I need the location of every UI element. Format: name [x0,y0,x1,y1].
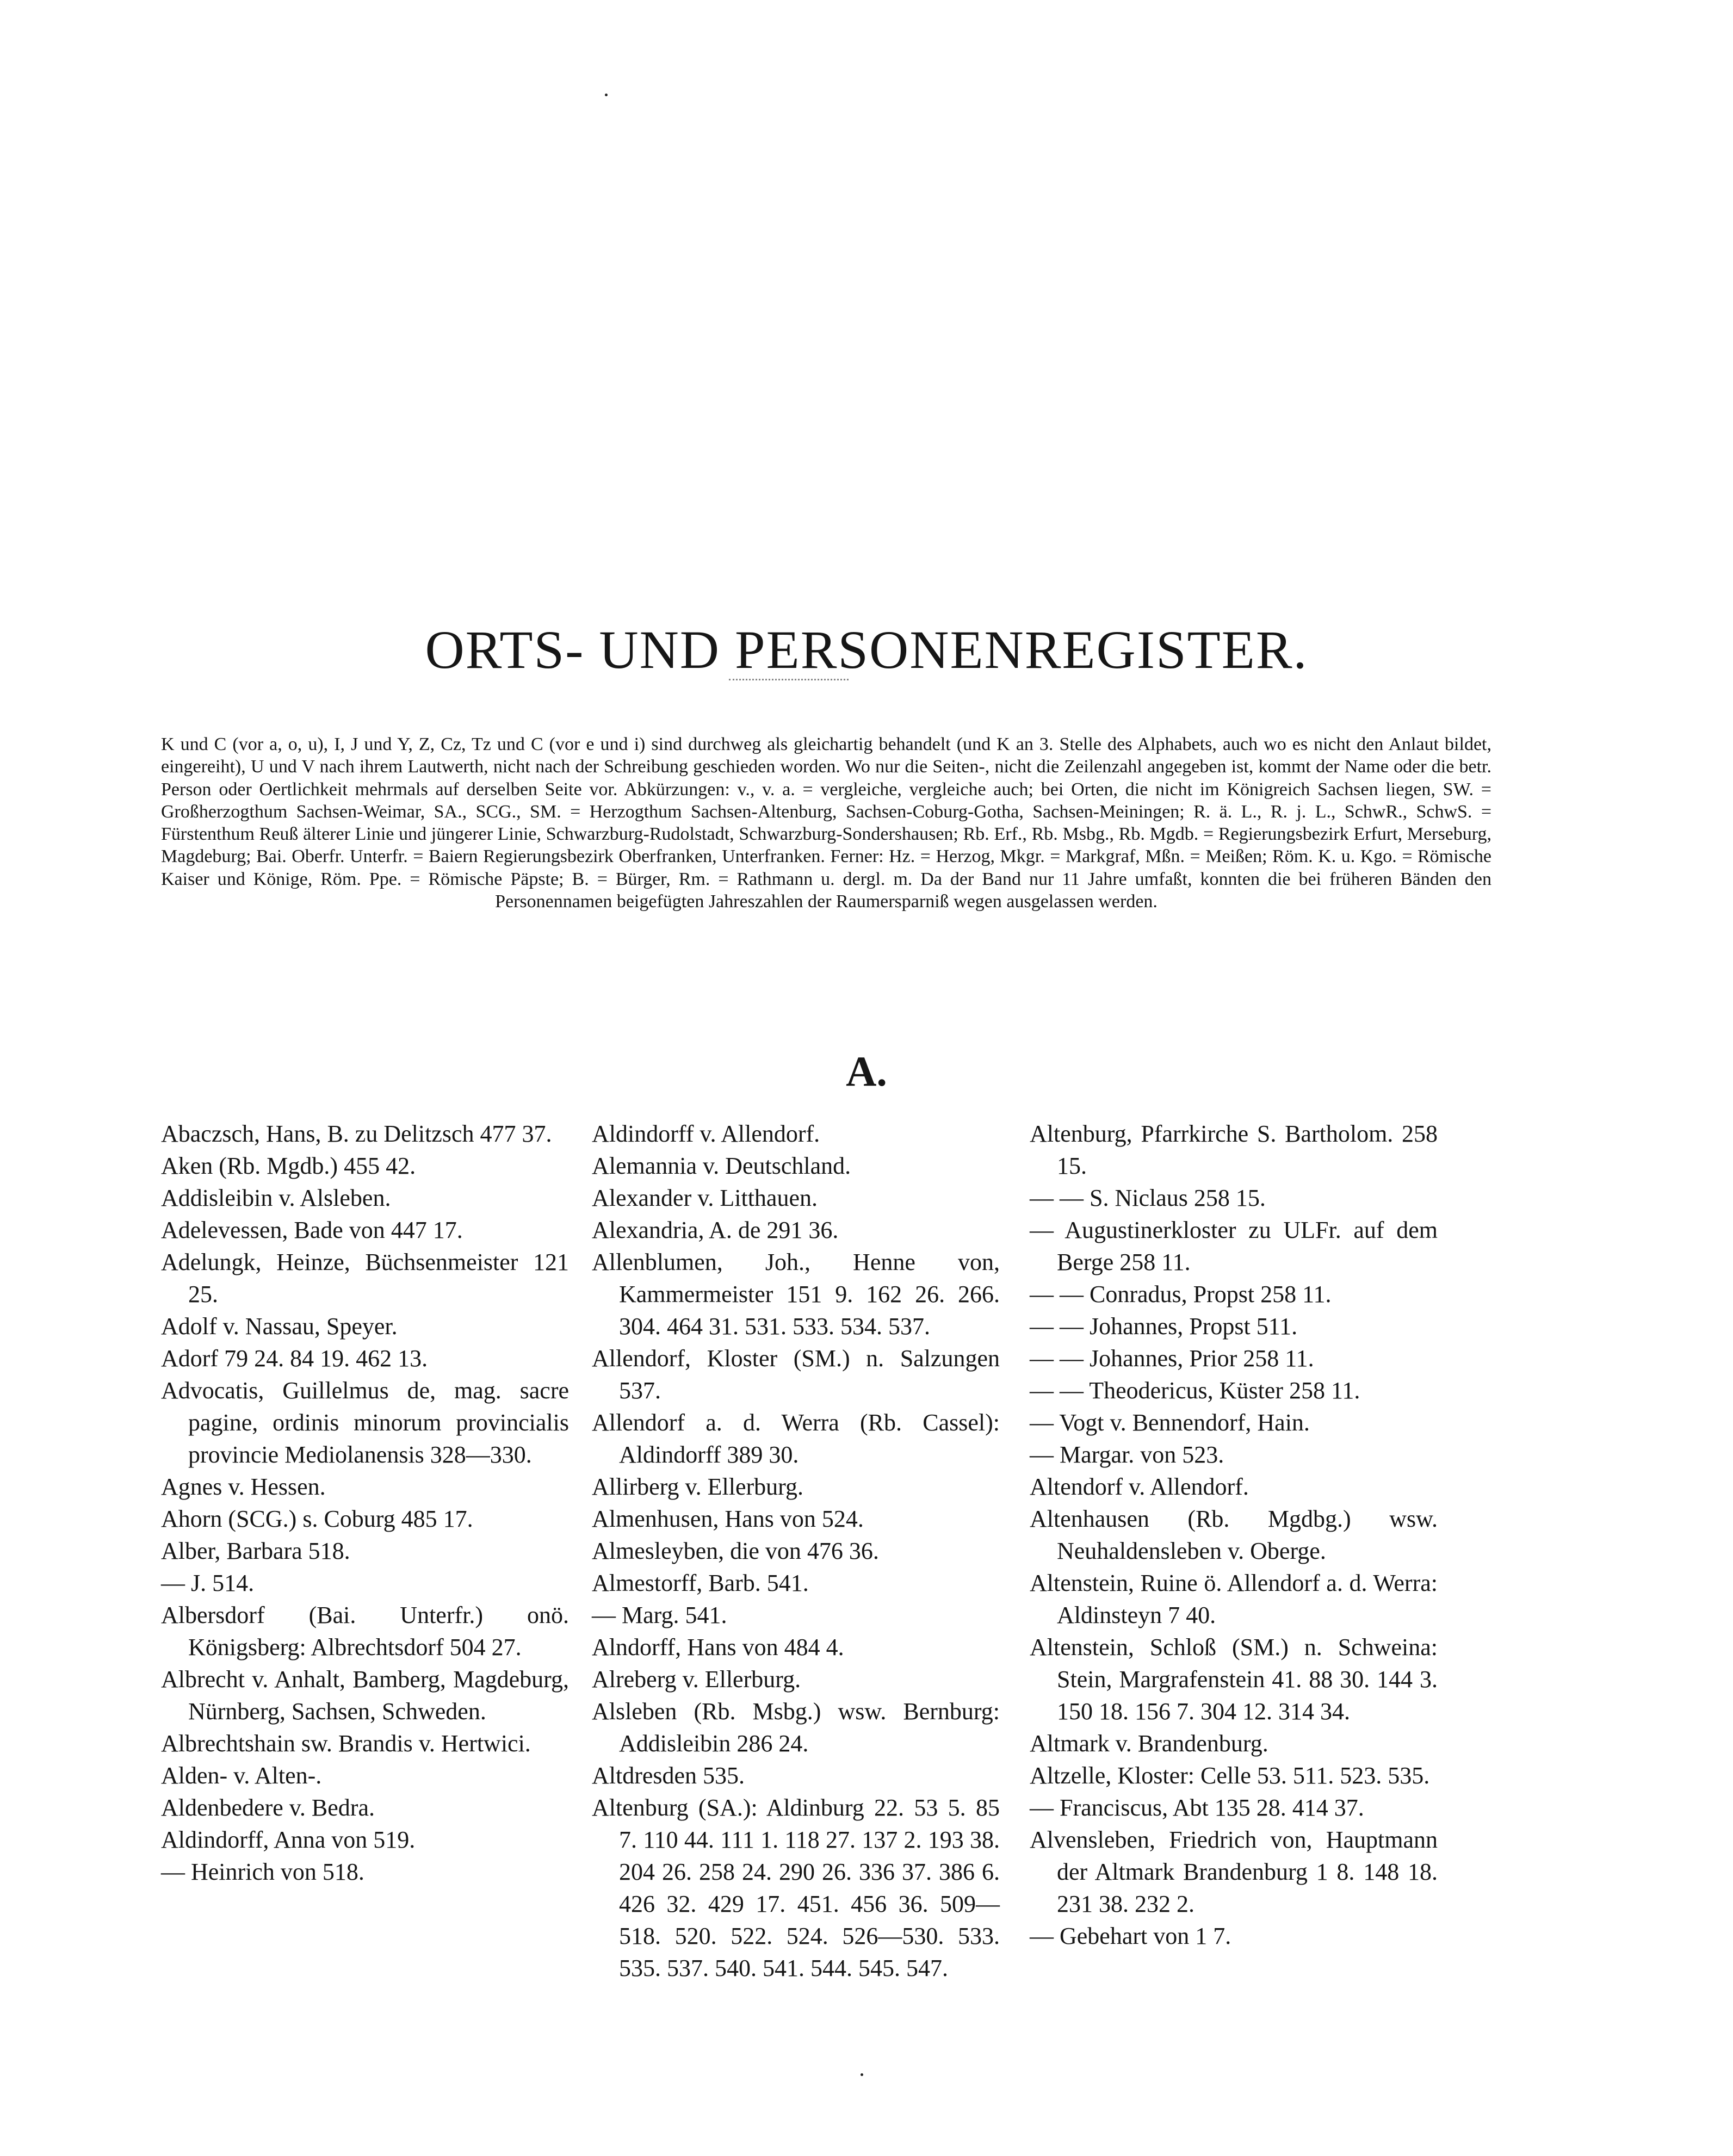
index-entry: — Heinrich von 518. [161,1858,364,1885]
index-entry: Aldindorff, Anna von 519. [161,1826,416,1853]
index-entry: Altenburg, Pfarrkirche S. Bartholom. 258 15. [1030,1120,1438,1179]
page-title: ORTS- UND PERSONENREGISTER. [425,619,1308,680]
index-entry: — — Theodericus, Küster 258 11. [1030,1377,1360,1404]
index-entry: Abaczsch, Hans, B. zu Delitzsch 477 37. [161,1120,552,1147]
index-entry: Allendorf, Kloster (SM.) n. Salzungen 537. [592,1345,1000,1404]
index-entry: Aldenbedere v. Bedra. [161,1794,375,1821]
index-entry: Alsleben (Rb. Msbg.) wsw. Bernburg: Addisleibin 286 24. [592,1698,1000,1757]
index-entry: Altenhausen (Rb. Mgdbg.) wsw. Neuhaldensleben v. Oberge. [1030,1506,1438,1564]
index-entry: Altenburg (SA.): Aldinburg 22. 53 5. 85 7. 110 44. 111 1. 118 27. 137 2. 193 38. 204 26. 258 24. 290 26. 336 37. 386 6. 426 32. 429 17. 451. 456 36. 509—518. 520. 522. 524. 526—530. 533. 535. 537. 540. 541. 544. 545. 547. [592,1794,1000,1981]
index-entry: Adelevessen, Bade von 447 17. [161,1217,463,1243]
index-entry: — — S. Niclaus 258 15. [1030,1185,1266,1211]
index-entry: Almestorff, Barb. 541. [592,1570,809,1596]
index-entry: — — Johannes, Prior 258 11. [1030,1345,1314,1372]
index-entry: Albersdorf (Bai. Unterfr.) onö. Königsberg: Albrechtsdorf 504 27. [161,1602,569,1661]
index-entry: Adorf 79 24. 84 19. 462 13. [161,1345,428,1372]
index-entry: Alemannia v. Deutschland. [592,1153,851,1179]
index-entry: Alexander v. Litthauen. [592,1185,818,1211]
index-entry: — J. 514. [161,1570,255,1596]
index-entry: Alden- v. Alten-. [161,1762,322,1789]
index-entry: — Vogt v. Bennendorf, Hain. [1030,1409,1310,1436]
index-entry: Adelungk, Heinze, Büchsenmeister 121 25. [161,1249,569,1308]
index-entry: Allendorf a. d. Werra (Rb. Cassel): Aldindorff 389 30. [592,1409,1000,1468]
index-entry: Altzelle, Kloster: Celle 53. 511. 523. 535. [1030,1762,1430,1789]
index-entry: Alreberg v. Ellerburg. [592,1666,801,1693]
index-entry: — Franciscus, Abt 135 28. 414 37. [1030,1794,1364,1821]
index-entry: — Marg. 541. [592,1602,727,1628]
index-entry: Advocatis, Guillelmus de, mag. sacre pagine, ordinis minorum provincialis provincie Mediolanensis 328—330. [161,1377,569,1468]
index-entry: — — Conradus, Propst 258 11. [1030,1281,1332,1308]
index-entry: Allirberg v. Ellerburg. [592,1473,803,1500]
index-entry: Aken (Rb. Mgdb.) 455 42. [161,1153,416,1179]
index-entry: Addisleibin v. Alsleben. [161,1185,391,1211]
speck-mark [605,94,608,96]
index-entry: — — Johannes, Propst 511. [1030,1313,1298,1340]
index-entry: Altenstein, Ruine ö. Allendorf a. d. Werra: Aldinsteyn 7 40. [1030,1570,1438,1628]
section-letter: A. [846,1048,887,1095]
index-entry: Alvensleben, Friedrich von, Hauptmann der Altmark Brandenburg 1 8. 148 18. 231 38. 232 2. [1030,1826,1438,1917]
index-entry: Almenhusen, Hans von 524. [592,1506,864,1532]
index-column-1 [161,1118,569,1888]
index-entry: Altmark v. Brandenburg. [1030,1730,1268,1757]
index-entry: Albrechtshain sw. Brandis v. Hertwici. [161,1730,531,1757]
index-entry: Ahorn (SCG.) s. Coburg 485 17. [161,1506,473,1532]
index-column-3 [1030,1118,1438,1952]
index-entry: Agnes v. Hessen. [161,1473,326,1500]
index-entry: Albrecht v. Anhalt, Bamberg, Magdeburg, Nürnberg, Sachsen, Schweden. [161,1666,569,1725]
index-entry: Almesleyben, die von 476 36. [592,1538,879,1564]
index-entry: Aldindorff v. Allendorf. [592,1120,820,1147]
title-divider [729,679,849,680]
index-column-2 [592,1118,1000,1984]
index-entry: — Margar. von 523. [1030,1441,1224,1468]
index-entry: — Augustinerkloster zu ULFr. auf dem Berge 258 11. [1030,1217,1438,1275]
index-entry: Altdresden 535. [592,1762,745,1789]
index-entry: Altendorf v. Allendorf. [1030,1473,1249,1500]
index-entry: Alndorff, Hans von 484 4. [592,1634,844,1661]
index-entry: — Gebehart von 1 7. [1030,1923,1231,1949]
speck-mark [861,2073,863,2076]
index-entry: Adolf v. Nassau, Speyer. [161,1313,398,1340]
index-entry: Alexandria, A. de 291 36. [592,1217,839,1243]
introduction-paragraph: K und C (vor a, o, u), I, J und Y, Z, Cz, Tz und C (vor e und i) sind durchweg als gleichartig behandelt (und K an 3. Stelle des Alphabets, auch wo es nicht den Anlaut bildet, eingereiht), U und V nach ihrem Lautwerth, nicht nach der Schreibung geschieden worden. Wo nur die Seiten-, nicht die Zeilenzahl angegeben ist, kommt der Name oder die betr. Person oder Oertlichkeit mehrmals auf derselben Seite vor. Abkürzungen: v., v. a. = vergleiche, vergleiche auch; bei Orten, die nicht im Königreich Sachsen liegen, SW. = Großherzogthum Sachsen-Weimar, SA., SCG., SM. = Herzogthum Sachsen-Altenburg, Sachsen-Coburg-Gotha, Sachsen-Meiningen; R. ä. L., R. j. L., SchwR., SchwS. = Fürstenthum Reuß älterer Linie und jüngerer Linie, Schwarzburg-Rudolstadt, Schwarzburg-Sondershausen; Rb. Erf., Rb. Msbg., Rb. Mgdb. = Regierungsbezirk Erfurt, Merseburg, Magdeburg; Bai. Oberfr. Unterfr. = Baiern Regierungsbezirk Oberfranken, Unterfranken. Ferner: Hz. = Herzog, Mkgr. = Markgraf, Mßn. = Meißen; Röm. K. u. Kgo. = Römische Kaiser und Könige, Röm. Ppe. = Römische Päpste; B. = Bürger, Rm. = Rathmann u. dergl. m. Da der Band nur 11 Jahre umfaßt, konnten die bei früheren Bänden den Personennamen beigefügten Jahreszahlen der Raumersparniß wegen ausgelassen werden. [161,734,1491,912]
index-entry: Alber, Barbara 518. [161,1538,350,1564]
index-entry: Allenblumen, Joh., Henne von, Kammermeister 151 9. 162 26. 266. 304. 464 31. 531. 533. 534. 537. [592,1249,1000,1340]
index-entry: Altenstein, Schloß (SM.) n. Schweina: Stein, Margrafenstein 41. 88 30. 144 3. 150 18. 156 7. 304 12. 314 34. [1030,1634,1438,1725]
